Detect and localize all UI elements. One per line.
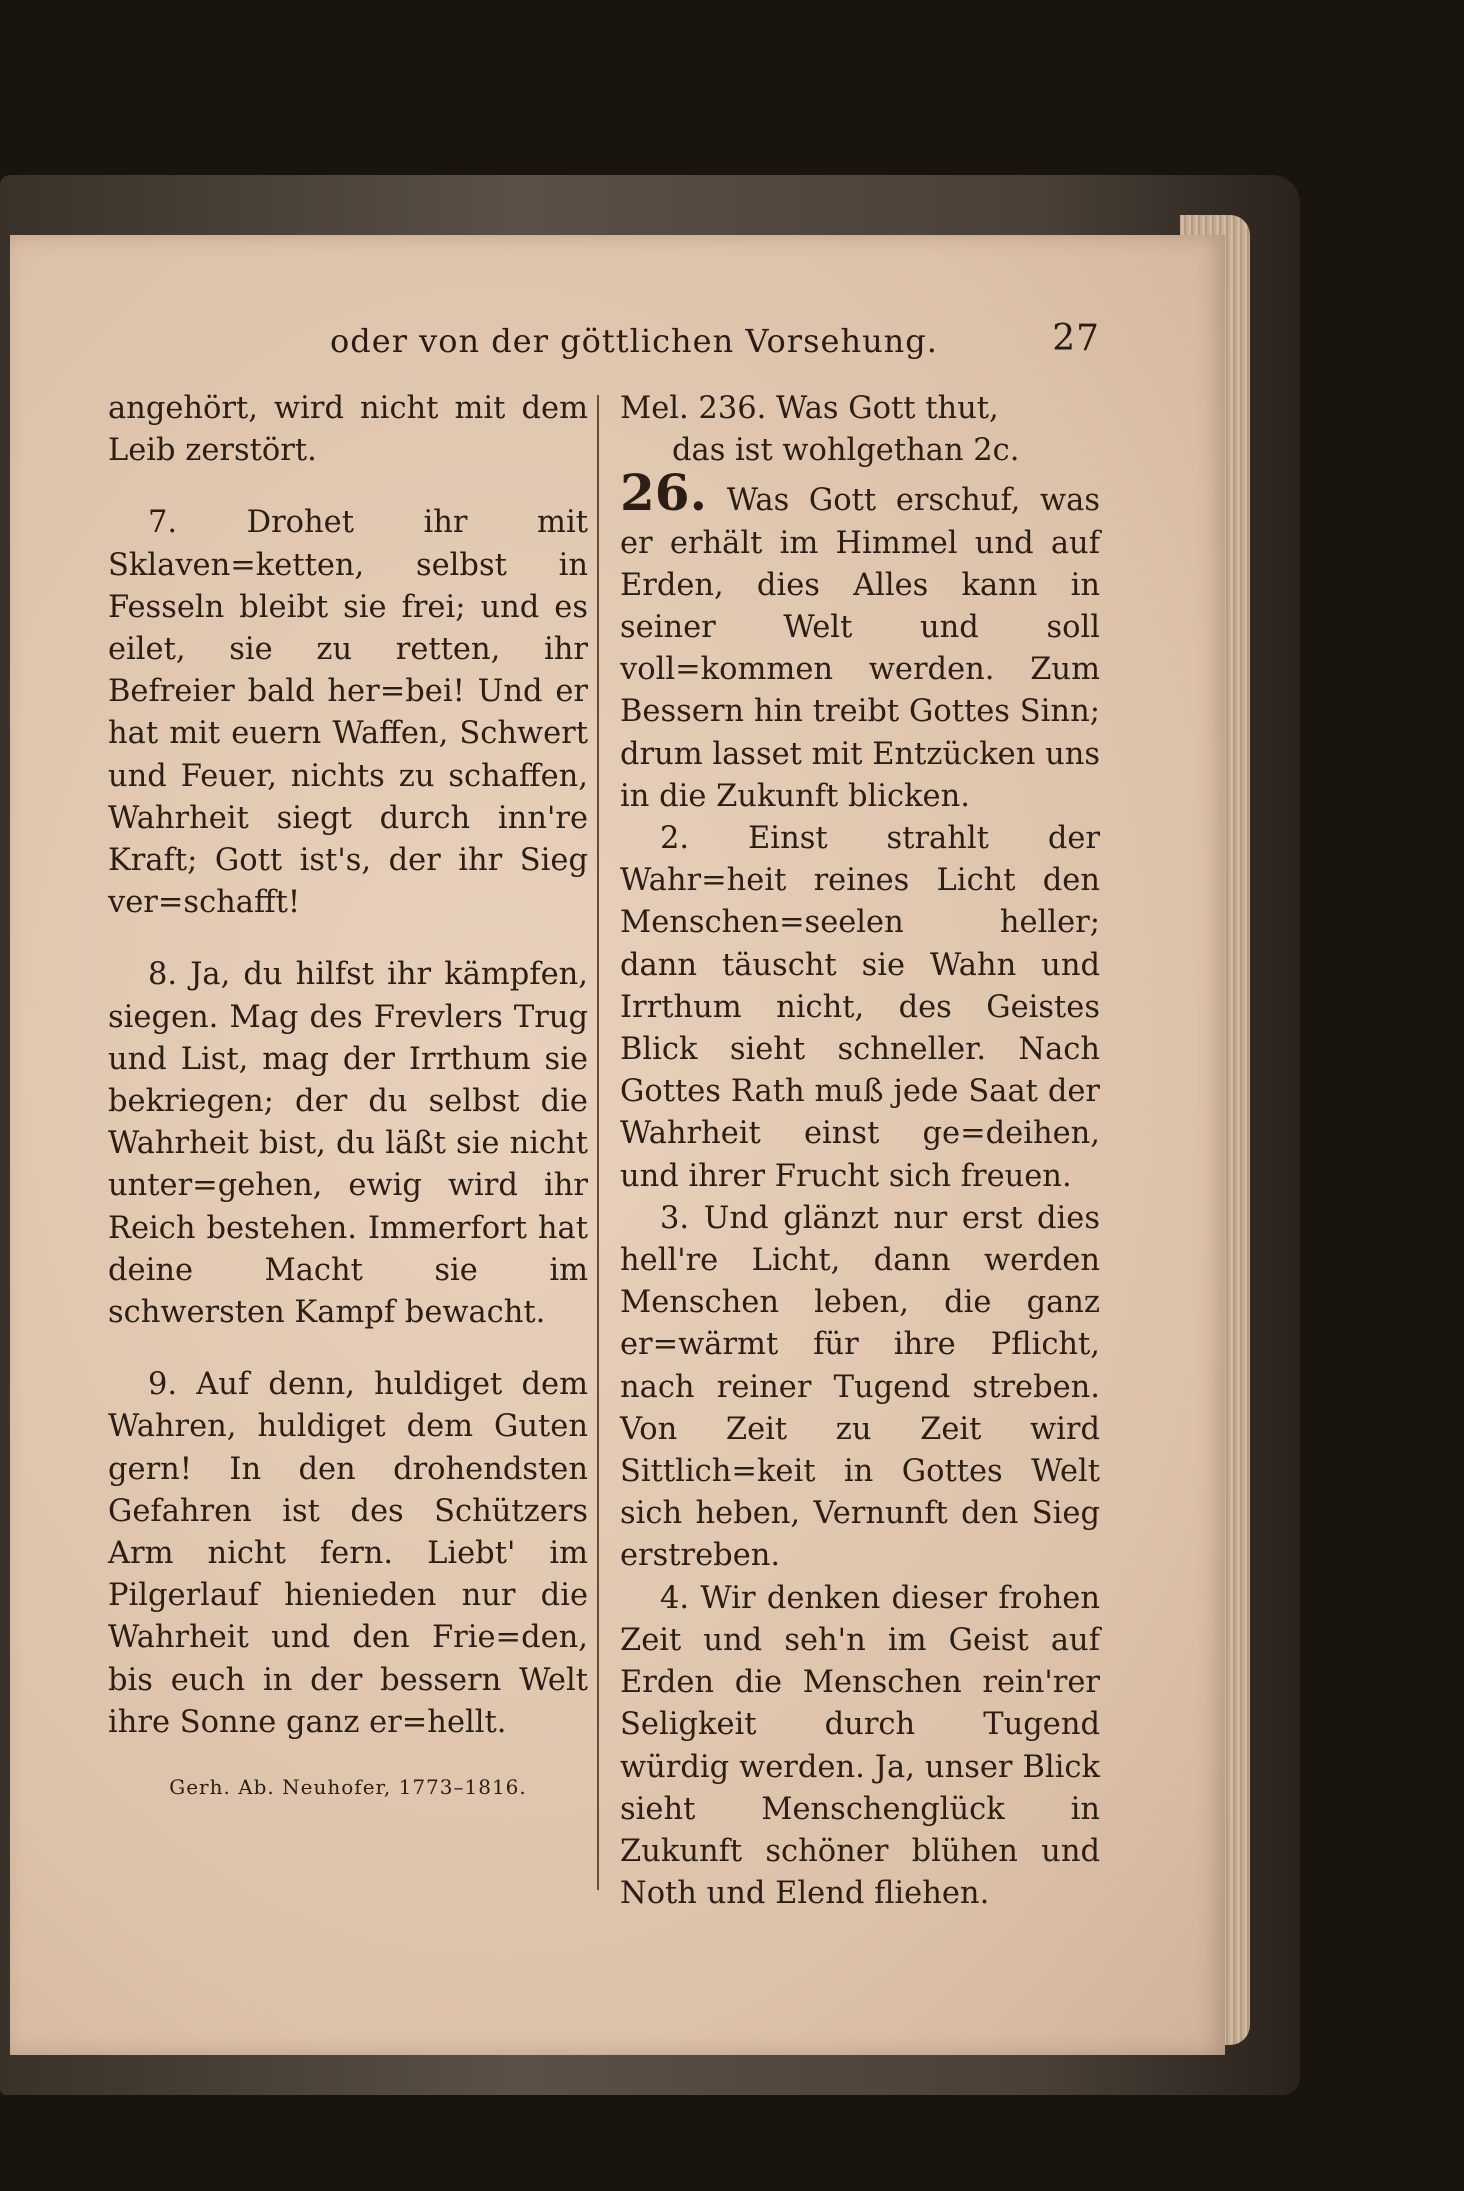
hymn-number: 26. — [620, 463, 707, 523]
melody-line-2: das ist wohlgethan 2c. — [672, 433, 1020, 469]
header-title: oder von der göttlichen Vorsehung. — [330, 322, 938, 360]
running-header — [330, 318, 1100, 362]
author-attribution: Gerh. Ab. Neuhofer, 1773–1816. — [169, 1775, 527, 1800]
page-number: 27 — [1052, 318, 1100, 359]
hymn-verse-4: 4. Wir denken dieser frohen Zeit und seh'n im Geist auf Erden die Menschen rein'rer Seligkeit durch Tugend würdig werden. Ja, unser Blick sieht Menschenglück in Zukunft schöner blühen und Noth und Elend fliehen. — [620, 1580, 1100, 1912]
column-divider — [597, 395, 599, 1890]
hymn-verse-1-text: Was Gott erschuf, was er erhält im Himmel und auf Erden, dies Alles kann in seiner Welt und soll voll=kommen werden. Zum Bessern hin treibt Gottes Sinn; drum lasset mit Entzücken uns in die Zukunft blicken. — [620, 483, 1101, 814]
hymn-verse-2: 2. Einst strahlt der Wahr=heit reines Licht den Menschen=seelen heller; dann täuscht sie Wahn und Irrthum nicht, des Geistes Blick sieht schneller. Nach Gottes Rath muß jede Saat der Wahrheit einst ge=deihen, und ihrer Frucht sich freuen. — [620, 821, 1100, 1194]
verse-8: 8. Ja, du hilfst ihr kämpfen, siegen. Mag des Frevlers Trug und List, mag der Irrthum sie bekriegen; der du selbst die Wahrheit bist, du läßt sie nicht unter=gehen, ewig wird ihr Reich bestehen. Immerfort hat deine Macht sie im schwersten Kampf bewacht. — [108, 957, 588, 1331]
hymn-verse-3: 3. Und glänzt nur erst dies hell're Licht, dann werden Menschen leben, die ganz er=wärmt für ihre Pflicht, nach reiner Tugend streben. Von Zeit zu Zeit wird Sittlich=keit in Gottes Welt sich heben, Vernunft den Sieg erstreben. — [620, 1200, 1100, 1574]
verse-7: 7. Drohet ihr mit Sklaven=ketten, selbst in Fesseln bleibt sie frei; und es eilet, sie zu retten, ihr Befreier bald her=bei! Und er hat mit euern Waffen, Schwert und Feuer, nichts zu schaffen, Wahrheit siegt durch inn're Kraft; Gott ist's, der ihr Sieg ver=schafft! — [108, 505, 588, 921]
melody-line-1: Mel. 236. Was Gott thut, — [620, 391, 999, 426]
right-column — [620, 388, 1100, 1915]
hymn-verse-1 — [620, 463, 1101, 818]
left-column — [108, 388, 588, 1808]
verse-9: 9. Auf denn, huldiget dem Wahren, huldiget dem Guten gern! In den drohendsten Gefahren ist des Schützers Arm nicht fern. Liebt' im Pilgerlauf hienieden nur die Wahrheit und den Frie=den, bis euch in der bessern Welt ihre Sonne ganz er=hellt. — [108, 1367, 588, 1740]
continuation-paragraph: angehört, wird nicht mit dem Leib zerstört. — [108, 391, 588, 469]
